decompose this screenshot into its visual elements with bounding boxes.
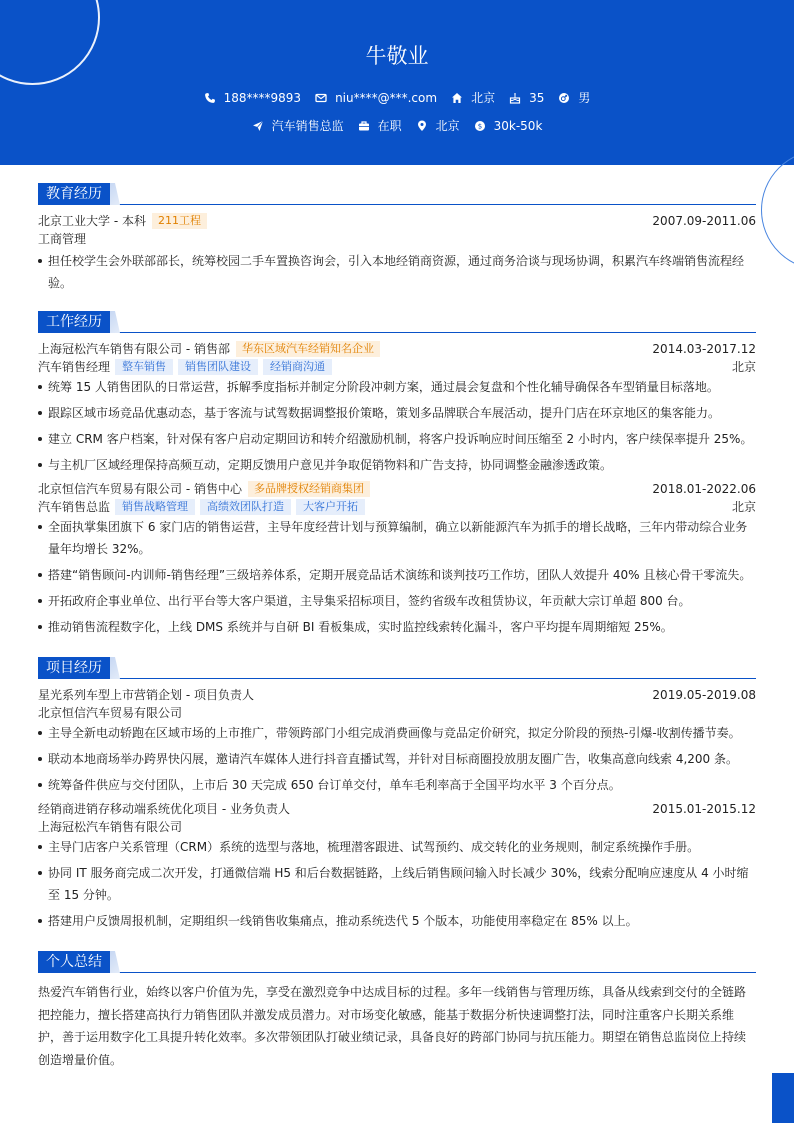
summary-text: 热爱汽车销售行业，始终以客户价值为先，享受在激烈竞争中达成目标的过程。多年一线销售与管理历练，具备从线索到交付的全链路把控能力，擅长搭建高执行力销售团队并激发成员潜力。对市场变化敏感，能基于数据分析快速调整打法，同时注重客户长期关系维护，善于运用数字化工具提升转化效率。多次带领团队打破业绩记录，具备良好的跨部门协同与抗压能力。期望在销售总监岗位上持续创造增量价值。 [38,985,747,1067]
skill-tag: 高绩效团队打造 [200,499,291,515]
briefcase-icon [358,120,370,132]
summary-section [38,951,756,1071]
role-title: 汽车销售总监 [38,500,111,514]
email-item [315,89,437,106]
list-item: 与主机厂区域经理保持高频互动，定期反馈用户意见并争取促销物料和广告支持，协同调整金融渗透政策。 [38,454,756,476]
list-item: 统筹备件供应与交付团队，上市后 30 天完成 650 台订单交付，单车毛利率高于全国平均水平 3 个百分点。 [38,774,756,796]
company-tag: 多品牌授权经销商集团 [248,481,370,497]
list-item: 开拓政府企事业单位、出行平台等大客户渠道，主导集采招标项目，签约省级车改租赁协议，年贡献大宗订单超 800 台。 [38,590,756,612]
gender-text: 男 [578,91,591,105]
section-title-tail [110,311,120,333]
list-item: 担任校学生会外联部部长，统筹校园二手车置换咨询会，引入本地经销商资源，通过商务洽谈与现场协调，积累汽车终端销售流程经验。 [38,250,756,294]
work-entry [38,480,756,638]
list-item: 建立 CRM 客户档案，针对保有客户启动定期回访和转介绍激励机制，将客户投诉响应时间压缩至 2 小时内，客户续保率提升 25%。 [38,428,756,450]
home-city-item [451,89,495,106]
work-location: 北京 [731,360,756,374]
project-entry-header [38,686,756,704]
section-header [38,657,756,679]
section-header [38,311,756,333]
major: 工商管理 [38,232,87,246]
work-section [38,311,756,642]
work-entry-header [38,340,756,358]
mail-icon [315,92,327,104]
list-item: 统筹 15 人销售团队的日常运营，拆解季度指标并制定分阶段冲刺方案，通过晨会复盘和个性化辅导确保各车型销量目标落地。 [38,376,756,398]
project-org: 北京恒信汽车贸易有限公司 [38,706,183,720]
target-position-item [252,117,344,134]
education-bullets [38,250,756,294]
project-org: 上海冠松汽车销售有限公司 [38,820,183,834]
work-entry-header [38,480,756,498]
projects-section [38,657,756,936]
skill-tag: 整车销售 [115,359,173,375]
project-org-row [38,818,756,836]
skill-tag: 大客户开拓 [296,499,365,515]
project-name: 经销商进销存移动端系统优化项目 - 业务负责人 [38,802,290,816]
gender-item [558,89,590,106]
section-title: 个人总结 [38,951,110,973]
list-item: 跟踪区域市场竞品优惠动态，基于客流与试驾数据调整报价策略，策划多品牌联合车展活动，提升门店在环京地区的集客能力。 [38,402,756,424]
work-date: 2018.01-2022.06 [652,482,756,496]
project-entry-header [38,800,756,818]
list-item: 主导门店客户关系管理（CRM）系统的选型与落地，梳理潜客跟进、试驾预约、成交转化的业务规则，制定系统操作手册。 [38,836,756,858]
gender-icon [558,92,570,104]
phone-icon [204,92,216,104]
project-entry [38,686,756,796]
list-item: 协同 IT 服务商完成二次开发，打通微信端 H5 和后台数据链路，上线后销售顾问输入时长减少 30%，线索分配响应速度从 4 小时缩至 15 分钟。 [38,862,756,906]
project-bullets [38,836,756,932]
resume-header [0,0,794,165]
location-pin-icon [416,120,428,132]
section-title: 项目经历 [38,657,110,679]
age-text: 35 [529,90,545,105]
skill-tag: 经销商沟通 [263,359,332,375]
email-text: niu****@***.com [335,90,438,105]
project-name: 星光系列车型上市营销企划 - 项目负责人 [38,688,254,702]
company-name: 上海冠松汽车销售有限公司 - 销售部 [38,342,230,356]
major-row [38,230,756,248]
decorative-arc [761,150,794,270]
project-date: 2015.01-2015.12 [652,802,756,816]
company-tag: 华东区域汽车经销知名企业 [236,341,380,357]
work-bullets [38,376,756,476]
list-item: 全面执掌集团旗下 6 家门店的销售运营，主导年度经营计划与预算编制，确立以新能源汽车为抓手的增长战略，三年内带动综合业务量年均增长 32%。 [38,516,756,560]
company-name: 北京恒信汽车贸易有限公司 - 销售中心 [38,482,242,496]
phone-item [204,89,301,106]
list-item: 推动销售流程数字化，上线 DMS 系统并与自研 BI 看板集成，实时监控线索转化漏斗，客户平均提车周期缩短 25%。 [38,616,756,638]
candidate-name: 牛敬业 [365,44,429,68]
role-row [38,498,756,516]
list-item: 联动本地商场举办跨界快闪展，邀请汽车媒体人进行抖音直播试驾，并针对目标商圈投放朋友圈广告，收集高意向线索 4,200 条。 [38,748,756,770]
contact-row [0,89,794,106]
list-item: 搭建用户反馈周报机制，定期组织一线销售收集痛点，推动系统迭代 5 个版本，功能使用率稳定在 85% 以上。 [38,910,756,932]
svg-text:$: $ [477,122,482,130]
home-city-text: 北京 [471,91,496,105]
role-title: 汽车销售经理 [38,360,111,374]
project-date: 2019.05-2019.08 [652,688,756,702]
age-item [509,89,544,106]
salary-item [474,117,543,134]
education-section [38,183,756,298]
school-name: 北京工业大学 - 本科 [38,214,146,228]
phone-text: 188****9893 [223,90,302,105]
target-city-text: 北京 [435,119,460,133]
status-item [358,117,402,134]
job-intention-row [0,117,794,134]
work-date: 2014.03-2017.12 [652,342,756,356]
education-date: 2007.09-2011.06 [652,214,756,228]
work-entry [38,340,756,476]
salary-icon [474,120,486,132]
project-entry [38,800,756,932]
cake-icon [509,92,521,104]
skill-tag: 销售战略管理 [115,499,195,515]
section-header [38,183,756,205]
decorative-corner-tab [772,1073,794,1123]
role-row [38,358,756,376]
section-header [38,951,756,973]
section-title: 工作经历 [38,311,110,333]
salary-text: 30k-50k [493,118,543,133]
list-item: 搭建“销售顾问-内训师-销售经理”三级培养体系，定期开展竞品话术演练和谈判技巧工作坊，团队人效提升 40% 且核心骨干零流失。 [38,564,756,586]
send-icon [252,120,264,132]
target-city-item [416,117,460,134]
section-title-tail [110,657,120,679]
section-title: 教育经历 [38,183,110,205]
target-position-text: 汽车销售总监 [271,119,344,133]
skill-tag: 销售团队建设 [178,359,258,375]
status-text: 在职 [377,119,402,133]
school-tag: 211工程 [152,213,207,229]
project-bullets [38,722,756,796]
work-location: 北京 [731,500,756,514]
work-bullets [38,516,756,638]
education-entry-header [38,212,756,230]
project-org-row [38,704,756,722]
section-title-tail [110,183,120,205]
list-item: 主导全新电动轿跑在区域市场的上市推广，带领跨部门小组完成消费画像与竞品定价研究，拟定分阶段的预热-引爆-收割传播节奏。 [38,722,756,744]
home-icon [451,92,463,104]
section-title-tail [110,951,120,973]
